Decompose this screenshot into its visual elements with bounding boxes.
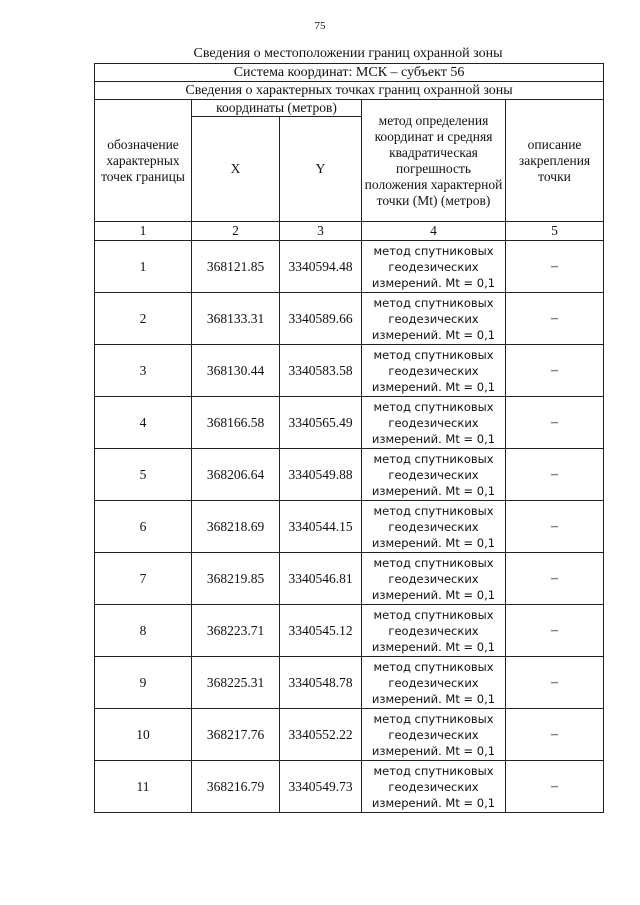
point-number-cell: 3 xyxy=(95,345,192,397)
method-cell: метод спутниковых геодезических измерений. Mt = 0,1 xyxy=(362,241,506,293)
table-row xyxy=(95,709,604,761)
y-coordinate-cell: 3340565.49 xyxy=(280,397,362,449)
x-coordinate-cell: 368133.31 xyxy=(192,293,280,345)
section-title: Сведения о характерных точках границ охранной зоны xyxy=(95,82,604,100)
fixing-description-cell: – xyxy=(506,709,604,761)
table-row xyxy=(95,397,604,449)
x-coordinate-cell: 368206.64 xyxy=(192,449,280,501)
y-coordinate-cell: 3340552.22 xyxy=(280,709,362,761)
x-coordinate-cell: 368223.71 xyxy=(192,605,280,657)
header-fixing: описание закрепления точки xyxy=(506,100,604,222)
column-number: 1 xyxy=(95,222,192,241)
fixing-description-cell: – xyxy=(506,605,604,657)
point-number-cell: 1 xyxy=(95,241,192,293)
point-number-cell: 6 xyxy=(95,501,192,553)
coordinate-system-label: Система координат: МСК – субъект 56 xyxy=(95,64,604,82)
method-cell: метод спутниковых геодезических измерений. Mt = 0,1 xyxy=(362,605,506,657)
page-number: 75 xyxy=(314,20,326,32)
method-cell: метод спутниковых геодезических измерений. Mt = 0,1 xyxy=(362,345,506,397)
method-cell: метод спутниковых геодезических измерений. Mt = 0,1 xyxy=(362,293,506,345)
table-row xyxy=(95,345,604,397)
method-cell: метод спутниковых геодезических измерений. Mt = 0,1 xyxy=(362,709,506,761)
fixing-description-cell: – xyxy=(506,761,604,813)
x-coordinate-cell: 368121.85 xyxy=(192,241,280,293)
method-cell: метод спутниковых геодезических измерений. Mt = 0,1 xyxy=(362,501,506,553)
fixing-description-cell: – xyxy=(506,241,604,293)
point-number-cell: 2 xyxy=(95,293,192,345)
y-coordinate-cell: 3340549.73 xyxy=(280,761,362,813)
y-coordinate-cell: 3340589.66 xyxy=(280,293,362,345)
column-number-row xyxy=(95,222,604,241)
x-coordinate-cell: 368166.58 xyxy=(192,397,280,449)
section-title-row xyxy=(95,82,604,100)
x-coordinate-cell: 368218.69 xyxy=(192,501,280,553)
method-cell: метод спутниковых геодезических измерений. Mt = 0,1 xyxy=(362,449,506,501)
point-number-cell: 7 xyxy=(95,553,192,605)
header-x: X xyxy=(192,117,280,222)
header-y: Y xyxy=(280,117,362,222)
coordinate-system-row xyxy=(95,64,604,82)
point-number-cell: 8 xyxy=(95,605,192,657)
fixing-description-cell: – xyxy=(506,449,604,501)
x-coordinate-cell: 368217.76 xyxy=(192,709,280,761)
x-coordinate-cell: 368130.44 xyxy=(192,345,280,397)
y-coordinate-cell: 3340583.58 xyxy=(280,345,362,397)
x-coordinate-cell: 368219.85 xyxy=(192,553,280,605)
method-cell: метод спутниковых геодезических измерений. Mt = 0,1 xyxy=(362,761,506,813)
fixing-description-cell: – xyxy=(506,345,604,397)
column-number: 2 xyxy=(192,222,280,241)
method-cell: метод спутниковых геодезических измерений. Mt = 0,1 xyxy=(362,397,506,449)
y-coordinate-cell: 3340594.48 xyxy=(280,241,362,293)
point-number-cell: 5 xyxy=(95,449,192,501)
y-coordinate-cell: 3340549.88 xyxy=(280,449,362,501)
x-coordinate-cell: 368216.79 xyxy=(192,761,280,813)
y-coordinate-cell: 3340548.78 xyxy=(280,657,362,709)
fixing-description-cell: – xyxy=(506,397,604,449)
fixing-description-cell: – xyxy=(506,553,604,605)
column-number: 3 xyxy=(280,222,362,241)
table-row xyxy=(95,501,604,553)
header-coordinates: координаты (метров) xyxy=(192,100,362,117)
header-row xyxy=(95,100,604,117)
table-row xyxy=(95,293,604,345)
fixing-description-cell: – xyxy=(506,501,604,553)
header-point-designation: обозначение характерных точек границы xyxy=(95,100,192,222)
table-row xyxy=(95,449,604,501)
point-number-cell: 4 xyxy=(95,397,192,449)
method-cell: метод спутниковых геодезических измерений. Mt = 0,1 xyxy=(362,657,506,709)
table-row xyxy=(95,553,604,605)
table-row xyxy=(95,761,604,813)
point-number-cell: 10 xyxy=(95,709,192,761)
document-title: Сведения о местоположении границ охранной зоны xyxy=(193,46,503,61)
table-row xyxy=(95,241,604,293)
point-number-cell: 9 xyxy=(95,657,192,709)
fixing-description-cell: – xyxy=(506,657,604,709)
fixing-description-cell: – xyxy=(506,293,604,345)
y-coordinate-cell: 3340546.81 xyxy=(280,553,362,605)
point-number-cell: 11 xyxy=(95,761,192,813)
boundary-points-table xyxy=(94,63,604,813)
y-coordinate-cell: 3340545.12 xyxy=(280,605,362,657)
table-row xyxy=(95,657,604,709)
x-coordinate-cell: 368225.31 xyxy=(192,657,280,709)
method-cell: метод спутниковых геодезических измерений. Mt = 0,1 xyxy=(362,553,506,605)
column-number: 5 xyxy=(506,222,604,241)
y-coordinate-cell: 3340544.15 xyxy=(280,501,362,553)
table-row xyxy=(95,605,604,657)
header-method: метод определения координат и средняя квадратическая погрешность положения характерной точки (Mt) (метров) xyxy=(362,100,506,222)
column-number: 4 xyxy=(362,222,506,241)
